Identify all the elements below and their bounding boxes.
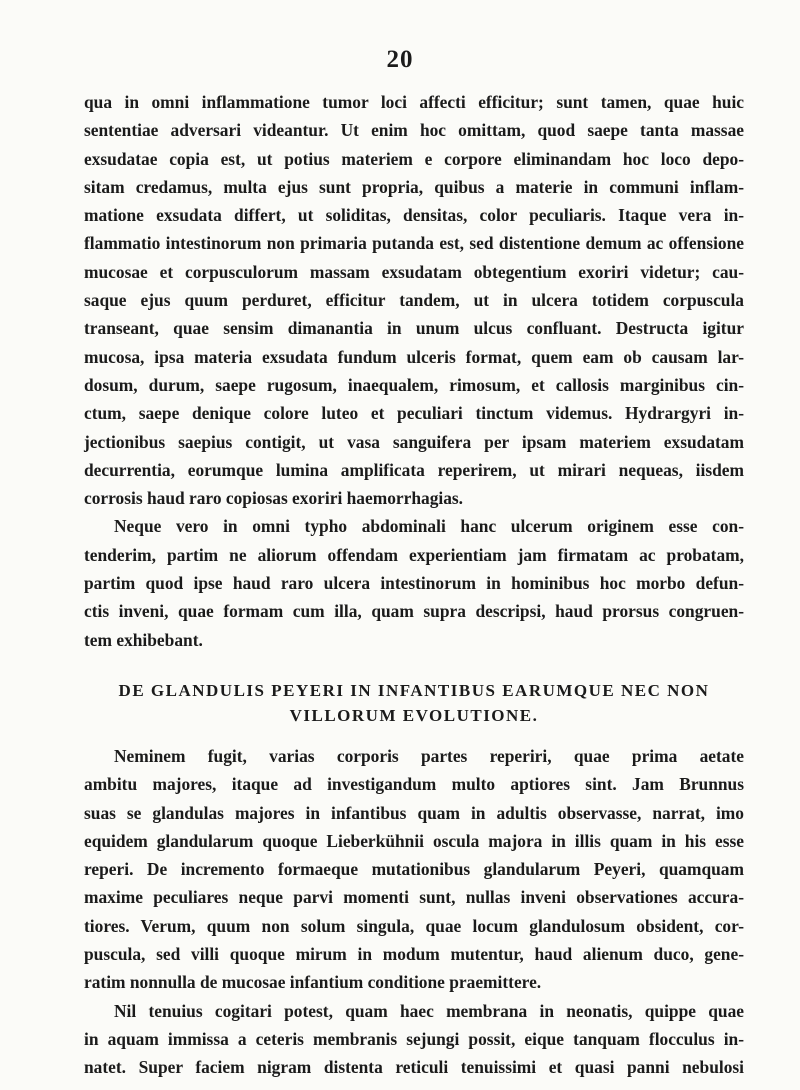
- text-line: transeant, quae sensim dimanantia in unum ulcus confluant. Destructa igitur: [84, 318, 744, 339]
- text-line: suas se glandulas majores in infantibus quam in adultis observasse, narrat, imo: [84, 802, 744, 823]
- text-line: ratim nonnulla de mucosae infantium conditione praemittere.: [84, 972, 542, 993]
- text-line: sitam credamus, multa ejus sunt propria, quibus a materie in communi inflam-: [84, 176, 744, 197]
- paragraph-4: [84, 997, 744, 1082]
- text-line: sententiae adversari videantur. Ut enim hoc omittam, quod saepe tanta massae: [84, 120, 744, 141]
- text-line: Neque vero in omni typho abdominali hanc ulcerum originem esse con-: [114, 516, 744, 537]
- text-line: flammatio intestinorum non primaria putanda est, sed distentione demum ac offensione: [84, 233, 744, 254]
- text-line: decurrentia, eorumque lumina amplificata reperirem, ut mirari nequeas, iisdem: [84, 459, 744, 480]
- text-line: equidem glandularum quoque Lieberkühnii oscula majora in illis quam in his esse: [84, 830, 744, 851]
- text-line: ctis inveni, quae formam cum illa, quam supra descripsi, haud prorsus congruen-: [84, 601, 744, 622]
- text-line: exsudatae copia est, ut potius materiem e corpore eliminandam hoc loco depo-: [84, 148, 744, 169]
- page-number: 20: [386, 46, 414, 73]
- text-line: ctum, saepe denique colore luteo et peculiari tinctum videmus. Hydrargyri in-: [84, 403, 744, 424]
- text-line: jectionibus saepius contigit, ut vasa sanguifera per ipsam materiem exsudatam: [84, 431, 744, 452]
- text-line: tenderim, partim ne aliorum offendam experientiam jam firmatam ac probatam,: [84, 544, 744, 565]
- paragraph-1: [84, 88, 744, 512]
- paragraph-3: [84, 742, 744, 997]
- text-line: saque ejus quum perduret, efficitur tandem, ut in ulcera totidem corpuscula: [84, 290, 744, 311]
- section-heading-line-2: VILLORUM EVOLUTIONE.: [289, 705, 539, 725]
- text-line: reperi. De incremento formaeque mutationibus glandularum Peyeri, quamquam: [84, 859, 744, 880]
- text-line: in aquam immissa a ceteris membranis sejungi possit, eique tanquam flocculus in-: [84, 1028, 744, 1049]
- body-text: [84, 88, 744, 1082]
- text-line: puscula, sed villi quoque mirum in modum mutentur, haud alienum duco, gene-: [84, 944, 744, 965]
- text-line: maxime peculiares neque parvi momenti sunt, nullas inveni observationes accura-: [84, 887, 744, 908]
- text-line: natet. Super faciem nigram distenta reticuli tenuissimi et quasi panni nebulosi: [84, 1057, 744, 1078]
- text-line: mucosae et corpusculorum massam exsudatam obtegentium exoriri videtur; cau-: [84, 261, 744, 282]
- text-line: tem exhibebant.: [84, 629, 203, 650]
- text-line: matione exsudata differt, ut soliditas, densitas, color peculiaris. Itaque vera in-: [84, 205, 744, 226]
- paragraph-2: [84, 512, 744, 653]
- text-line: mucosa, ipsa materia exsudata fundum ulceris format, quem eam ob causam lar-: [84, 346, 744, 367]
- text-line: Nil tenuius cogitari potest, quam haec membrana in neonatis, quippe quae: [114, 1000, 744, 1021]
- section-heading-line-1: DE GLANDULIS PEYERI IN INFANTIBUS EARUMQUE NEC NON: [118, 680, 710, 700]
- section-heading: [84, 678, 744, 728]
- text-line: corrosis haud raro copiosas exoriri haemorrhagias.: [84, 488, 464, 509]
- text-line: partim quod ipse haud raro ulcera intestinorum in hominibus hoc morbo defun-: [84, 573, 744, 594]
- text-line: qua in omni inflammatione tumor loci affecti efficitur; sunt tamen, quae huic: [84, 92, 744, 112]
- text-line: tiores. Verum, quum non solum singula, quae locum glandulosum obsident, cor-: [84, 915, 744, 936]
- text-line: dosum, durum, saepe rugosum, inaequalem, rimosum, et callosis marginibus cin-: [84, 374, 744, 395]
- text-line: Neminem fugit, varias corporis partes reperiri, quae prima aetate: [114, 745, 744, 766]
- text-line: ambitu majores, itaque ad investigandum multo aptiores sint. Jam Brunnus: [84, 774, 744, 795]
